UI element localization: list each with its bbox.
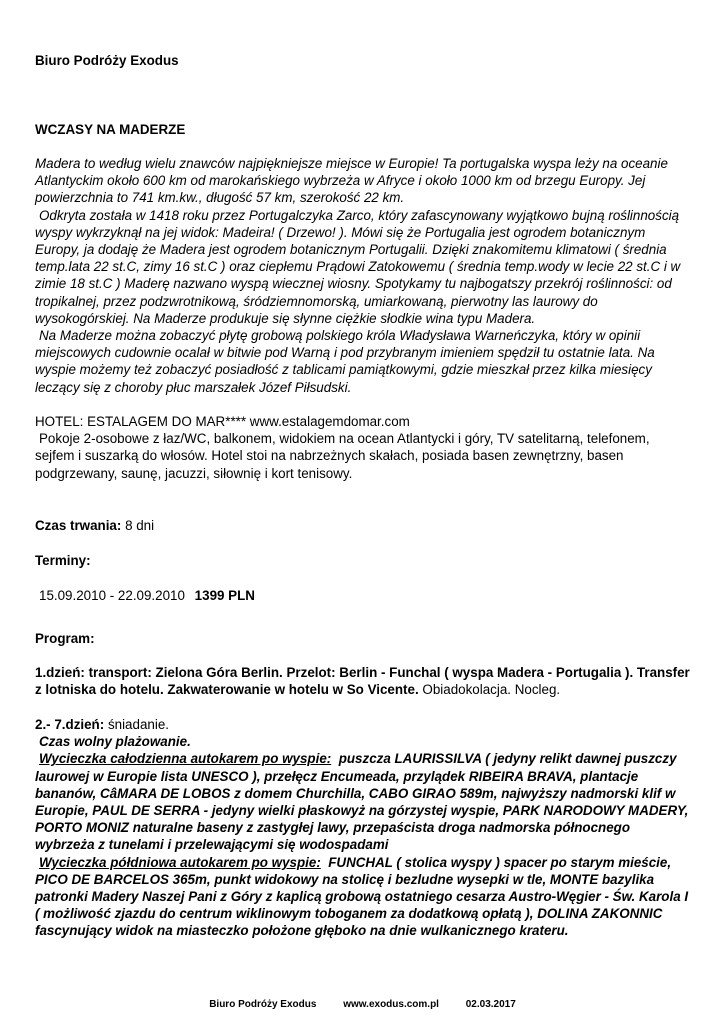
trip-full-day-text: puszcza LAURISSILVA ( jedyny relikt dawnej puszczy laurowej w Europie lista UNESCO ), przełęcz Encumeada, przylądek RIBEIRA BRAVA, plantacje bananów, CâMARA DE LOBOS z domem Churchilla, CABO GIRAO 589m, najwyższy nadmorski klif w Europie, PAUL DE SERRA - jedyny wielki płaskowyż na górzystej wyspie, PARK NARODOWY MADERY, PORTO MONIZ naturalne baseny z zastygłej lawy, przepaścista droga nadmorska północnego wybrzeża z tunelami i przelewającymi się wodospadami (35, 751, 689, 853)
trip-full-day-label: Wycieczka całodzienna autokarem po wyspie: (39, 751, 332, 767)
duration-line (35, 517, 690, 534)
duration-value: 8 dni (125, 518, 155, 533)
hotel-line: HOTEL: ESTALAGEM DO MAR**** www.estalagemdomar.com (35, 414, 410, 429)
day2-free-time: Czas wolny plażowanie. (39, 734, 191, 750)
hotel-section (35, 413, 690, 482)
trip-half-day-text: FUNCHAL ( stolica wyspy ) spacer po starym mieście, PICO DE BARCELOS 365m, punkt widokowy na stolicę i bezludne wysepki w tle, MONTE bazylika patronki Madery Naszej Pani z Góry z kaplicą grobową ostatniego cesarza Austro-Węgier - Św. Karola I ( możliwość zjazdu do centrum wiklinowym toboganem za dodatkową opłatą ), DOLINA ZAKONNIC fascynujący widok na miasteczko położone głęboko na dnie wulkanicznego krateru. (35, 854, 689, 939)
day1-description: 1.dzień: transport: Zielona Góra Berlin. Przelot: Berlin - Funchal ( wyspa Madera - Portugalia ). Transfer z lotniska do hotelu. Zakwaterowanie w hotelu w So Vicente. (35, 665, 690, 698)
intro-paragraph-2: Odkryta została w 1418 roku przez Portugalczyka Zarco, który zafascynowany wyjątkowo bujną roślinnością wyspy wykrzyknął na jej widok: Madeira! ( Drzewo! ). Mówi się że Portugalia jest ogrodem botanicznym Europy, ja dodaję że Madera jest ogrodem botanicznym Portugalii. Dzięki znakomitemu klimatowi ( średnia temp.lata 22 st.C, zimy 16 st.C ) oraz ciepłemu Prądowi Zatokowemu ( średnia temp.wody w lecie 22 st.C i w zimie 18 st.C ) Maderę nazwano wyspą wiecznej wiosny. Spotykamy tu najbogatszy przekrój roślinności: od tropikalnej, przez podzwrotnikową, śródziemnomorską, umiarkowaną, pierwotny las laurowy do wysokogórskiej. Na Maderze produkuje się słynne ciężkie słodkie wina typu Madera. (35, 207, 681, 326)
duration-label: Czas trwania: (35, 518, 122, 533)
day1-meals: Obiadokolacja. Nocleg. (422, 682, 561, 698)
page-footer (0, 998, 725, 1012)
intro-section (35, 155, 690, 396)
document-page (35, 0, 690, 1024)
trip-full-day (35, 750, 690, 853)
terms-dates: 15.09.2010 - 22.09.2010 (39, 588, 185, 603)
intro-paragraph-1: Madera to według wielu znawców najpiękniejsze miejsce w Europie! Ta portugalska wyspa leży na oceanie Atlantyckim około 600 km od marokańskiego wybrzeża w Afryce i około 1000 km od brzegu Europy. Jej powierzchnia to 741 km.kw., długość 57 km, szerokość 22 km. (35, 156, 668, 206)
trip-half-day (35, 854, 690, 940)
page-title: WCZASY NA MADERZE (35, 122, 186, 137)
program-day-1 (35, 664, 690, 698)
footer-website: www.exodus.com.pl (343, 999, 439, 1010)
program-days-2-7 (35, 716, 690, 940)
program-label: Program: (35, 631, 95, 646)
day2-label: 2.- 7.dzień: (35, 717, 105, 732)
terms-line (35, 587, 690, 604)
agency-header: Biuro Podróży Exodus (35, 53, 179, 68)
footer-agency: Biuro Podróży Exodus (209, 999, 317, 1010)
hotel-description: Pokoje 2-osobowe z łaz/WC, balkonem, widokiem na ocean Atlantycki i góry, TV satelitarną, telefonem, sejfem i suszarką do włosów. Hotel stoi na nabrzeżnych skałach, posiada basen zewnętrzny, basen podgrzewany, saunę, jacuzzi, siłownię i kort tenisowy. (35, 431, 650, 481)
trip-half-day-label: Wycieczka półdniowa autokarem po wyspie: (39, 854, 321, 870)
footer-date: 02.03.2017 (465, 999, 516, 1010)
terms-label: Terminy: (35, 553, 91, 568)
terms-price: 1399 PLN (194, 588, 255, 603)
day2-breakfast: śniadanie. (107, 717, 169, 732)
intro-paragraph-3: Na Maderze można zobaczyć płytę grobową polskiego króla Władysława Warneńczyka, który w opinii miejscowych cudownie ocalał w bitwie pod Warną i pod przybranym imieniem spędził tu ostatnie lata. Na wyspie możemy też zobaczyć posiadłość z tablicami pamiątkowymi, gdzie mieszkał przez kilka miesięcy leczący się z choroby płuc marszałek Józef Piłsudski. (35, 328, 655, 395)
